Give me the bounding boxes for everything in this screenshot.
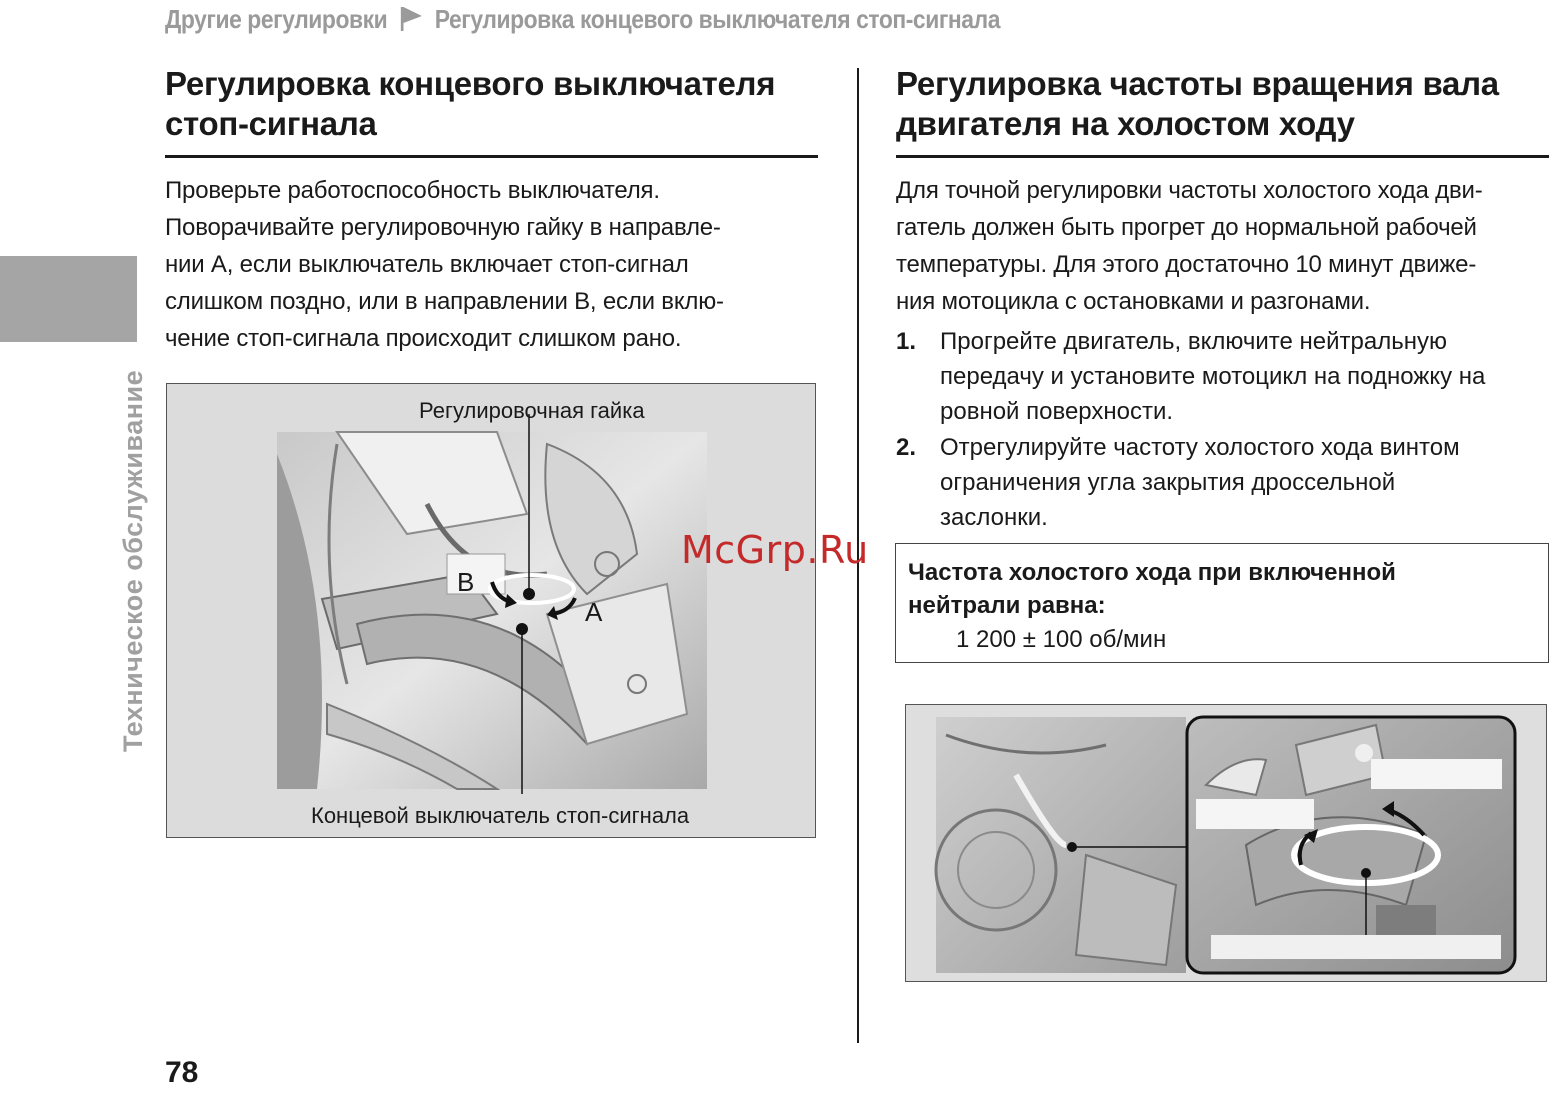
breadcrumb-parent: Другие регулировки — [165, 3, 388, 34]
step-line: Прогрейте двигатель, включите нейтральную — [940, 328, 1447, 355]
right-paragraph — [896, 172, 1483, 320]
spec-title-line: нейтрали равна: — [908, 592, 1106, 619]
left-paragraph — [165, 172, 724, 357]
step-line: передачу и установите мотоцикл на подножку на — [940, 363, 1486, 390]
spec-title-line: Частота холостого хода при включенной — [908, 559, 1396, 586]
brake-switch-photo — [167, 384, 817, 839]
marker-a-label: A — [585, 597, 603, 627]
paragraph-line: ния мотоцикла с остановками и разгонами. — [896, 288, 1371, 315]
breadcrumb — [165, 2, 1000, 36]
right-title-line: двигателя на холостом ходу — [896, 105, 1355, 142]
flag-arrow-icon — [400, 7, 423, 31]
paragraph-line: Поворачивайте регулировочную гайку в направле- — [165, 214, 721, 241]
left-heading-rule — [165, 155, 818, 158]
chapter-label: Техническое обслуживание — [118, 369, 148, 752]
page-number: 78 — [165, 1056, 199, 1089]
brake-switch-label: Концевой выключатель стоп-сигнала — [311, 803, 690, 828]
paragraph-line: нии A, если выключатель включает стоп-сигнал — [165, 251, 689, 278]
step-line: ровной поверхности. — [940, 398, 1174, 425]
step-line: ограничения угла закрытия дроссельной — [940, 469, 1396, 496]
right-heading-rule — [896, 155, 1549, 158]
paragraph-line: чение стоп-сигнала происходит слишком рано. — [165, 325, 682, 352]
procedure-steps — [896, 324, 1552, 536]
adjusting-nut-label: Регулировочная гайка — [419, 398, 645, 423]
right-section-title — [896, 64, 1499, 144]
step-number: 1. — [896, 328, 917, 355]
step-item — [896, 430, 1552, 535]
breadcrumb-current: Регулировка концевого выключателя стоп-сигнала — [434, 3, 1000, 34]
paragraph-line: Проверьте работоспособность выключателя. — [165, 177, 660, 204]
paragraph-line: Для точной регулировки частоты холостого хода дви- — [896, 177, 1483, 204]
watermark: McGrp.Ru — [681, 528, 869, 572]
left-title-line: Регулировка концевого выключателя — [165, 65, 776, 102]
step-number: 2. — [896, 434, 917, 461]
throttle-stop-screw-photo — [906, 705, 1548, 983]
left-section-title — [165, 64, 775, 144]
left-title-line: стоп-сигнала — [165, 105, 377, 142]
idle-speed-spec-box — [895, 543, 1549, 663]
step-item — [896, 324, 1552, 429]
step-line: Отрегулируйте частоту холостого хода винтом — [940, 434, 1460, 461]
paragraph-line: слишком поздно, или в направлении B, если вклю- — [165, 288, 724, 315]
brake-switch-figure — [166, 383, 816, 838]
marker-b-label: B — [457, 567, 475, 597]
chapter-tab-marker — [0, 256, 137, 342]
throttle-stop-screw-figure — [905, 704, 1547, 982]
step-line: заслонки. — [940, 504, 1048, 531]
right-title-line: Регулировка частоты вращения вала — [896, 65, 1499, 102]
paragraph-line: гатель должен быть прогрет до нормальной рабочей — [896, 214, 1477, 241]
paragraph-line: температуры. Для этого достаточно 10 минут движе- — [896, 251, 1477, 278]
spec-title — [908, 556, 1536, 622]
spec-value: 1 200 ± 100 об/мин — [956, 626, 1167, 653]
